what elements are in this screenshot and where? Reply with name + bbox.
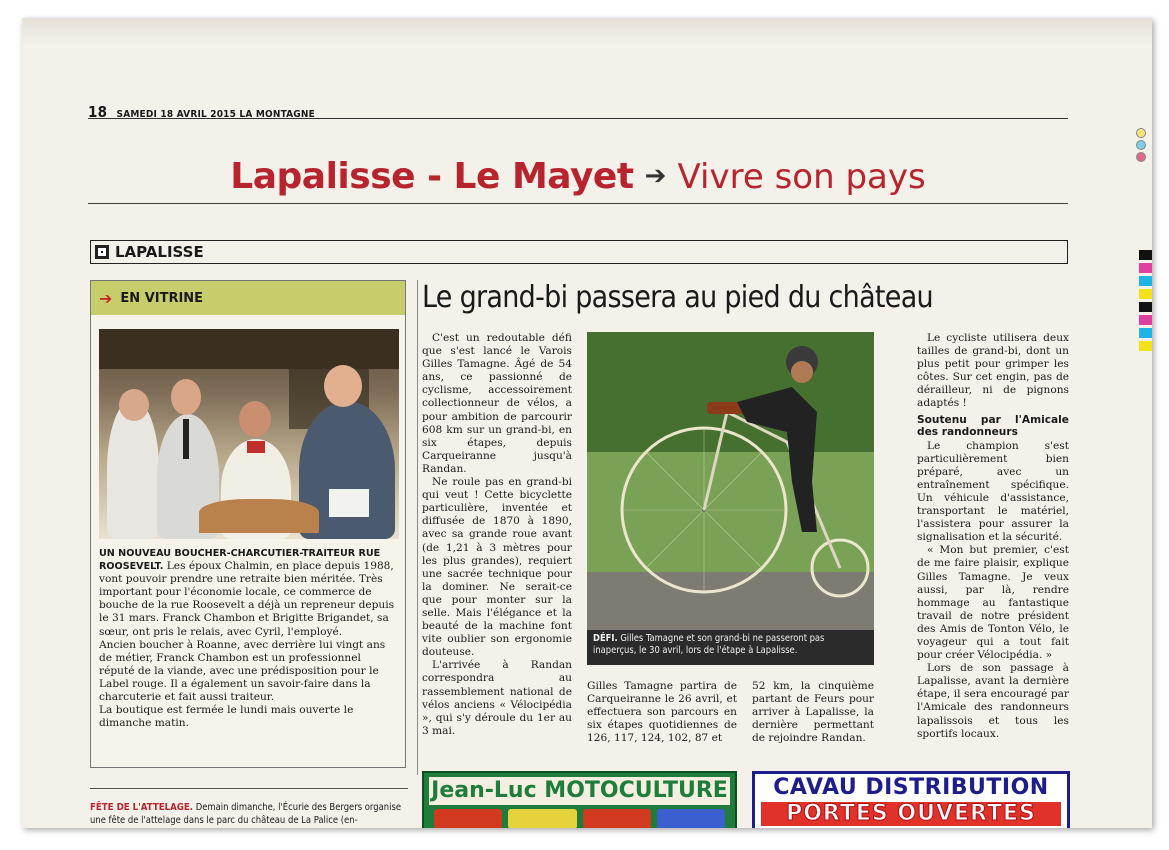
motoculture-ad	[422, 771, 737, 828]
arrow-icon: ➔	[644, 161, 667, 191]
ad-right-sub: PORTES OUVERTES	[761, 802, 1061, 826]
col3-para: 52 km, la cinquième partant de Feurs pour arriver à Lapalisse, la dernière permettant de rejoindre Randan.	[752, 680, 874, 745]
col1-para: C'est un redoutable défi que s'est lancé le Varois Gilles Tamagne. Âgé de 54 ans, ce passionné de cyclisme, accessoirement collectionneur de vélos, a pour ambition de parcourir 608 km sur un grand-bi, en six étapes, depuis Carqueiranne jusqu'à Randan.	[422, 332, 572, 475]
brief-text: Demain dimanche, l'Écurie des Bergers organise une fête de l'attelage dans le parc du château de La Palice (en-	[90, 802, 402, 826]
top-rule	[88, 118, 1068, 119]
caption-p3: La boutique est fermée le lundi mais ouverte le dimanche matin.	[99, 704, 354, 730]
vitrine-label: EN VITRINE	[120, 290, 204, 306]
arrow-right-icon: ➔	[99, 288, 113, 308]
col1-para: L'arrivée à Randan correspondra au rassemblement national de vélos anciens « Vélocipédia », qui s'y déroule du 1er au 3 mai.	[422, 659, 572, 737]
caption-p2: Ancien boucher à Roanne, avec derrière lui vingt ans de métier, Franck Chambon est un professionnel réputé de la viande, avec une prédisposition pour le Label rouge. Il a également un savoir-faire dans la charcuterie et fait aussi traiteur.	[99, 638, 386, 704]
square-icon	[95, 245, 109, 259]
masthead-rule	[88, 203, 1068, 204]
cavau-ad	[752, 771, 1070, 828]
masthead-town: Lapalisse - Le Mayet	[230, 156, 634, 197]
col4-para: Lors de son passage à Lapalisse, avant la dernière étape, il sera encouragé par l'Amicale des randonneurs lapalissois et tous les sportifs locaux.	[917, 662, 1069, 740]
col4-para: Le champion s'est particulièrement bien préparé, avec un entraînement spécifique. Un véhicule d'assistance, transportant le matériel, l'assistera pour assurer la signalisation et la sécurité.	[917, 439, 1069, 544]
section-banner	[90, 240, 1068, 264]
newspaper-page	[22, 18, 1152, 828]
section-label: LAPALISSE	[115, 243, 204, 261]
subhead: Soutenu par l'Amicale des randonneurs	[917, 413, 1069, 438]
brief-lead: FÊTE DE L'ATTELAGE.	[90, 802, 194, 813]
vitrine-header	[91, 281, 405, 315]
masthead-rubric: Vivre son pays	[677, 157, 926, 197]
caption-lead: UN NOUVEAU BOUCHER-CHARCUTIER-TRAITEUR RUE ROOSEVELT.	[99, 548, 381, 573]
column-divider	[417, 280, 418, 775]
ad-brand-strip	[434, 809, 725, 828]
col2-para: Gilles Tamagne partira de Carqueiranne le 26 avril, et effectuera son parcours en six étapes quotidiennes de 126, 117, 124, 102, 87 et	[587, 680, 737, 745]
article-col4	[917, 332, 1069, 741]
col4-para: Le cycliste utilisera deux tailles de grand-bi, dont un plus petit pour grimper les côtes. Sur cet engin, pas de dérailleur, ni de pignons adaptés !	[917, 332, 1069, 410]
col1-para: Ne roule pas en grand-bi qui veut ! Cette bicyclette particulière, inventée et diffusée de 1870 à 1890, avec sa grande roue avant (de 1,21 à 3 mètres pour les plus grandes), requiert une sacrée technique pour la dominer. Ne serait-ce que pour monter sur la selle. Mais l'élégance et la beauté de la machine font vite oublier son ergonomie douteuse.	[422, 476, 572, 659]
shop-photo	[99, 329, 399, 539]
color-bars	[1139, 250, 1152, 354]
footer-brief	[90, 801, 410, 827]
vitrine-caption	[99, 547, 399, 730]
photo-caption-text: Gilles Tamagne et son grand-bi ne passeront pas inaperçus, le 30 avril, lors de l'étape à Lapalisse.	[593, 633, 825, 656]
brief-rule	[90, 788, 408, 789]
col4-para: « Mon but premier, c'est de me faire plaisir, explique Gilles Tamagne. Je veux aussi, par là, rendre hommage au fantastique travail de notre président des Amis de Tonton Vélo, le voyageur qui a tout fait pour créer Vélocipédia. »	[917, 544, 1069, 662]
photo-caption	[587, 630, 874, 665]
caption-p1: Les époux Chalmin, en place depuis 1988, vont pouvoir prendre une retraite bien méritée. Très important pour l'économie locale, ce commerce de bouche de la rue Roosevelt a déjà un repreneur depuis le 31 mars. Franck Chambon et Brigitte Brigandet, sa sœur, ont pris le relais, avec Cyril, l'employé.	[99, 560, 395, 638]
dateline: SAMEDI 18 AVRIL 2015 LA MONTAGNE	[116, 109, 315, 120]
article-col1	[422, 332, 572, 738]
masthead	[88, 156, 1068, 197]
vitrine-box	[90, 280, 406, 768]
article-col2	[587, 680, 737, 745]
ad-right-title: CAVAU DISTRIBUTION	[773, 775, 1049, 800]
registration-marks	[1136, 128, 1146, 164]
photo-caption-lead: DÉFI.	[593, 633, 618, 644]
ad-left-title: Jean-Luc MOTOCULTURE	[429, 777, 730, 805]
grand-bi-photo	[587, 332, 874, 665]
article-headline: Le grand-bi passera au pied du château	[422, 280, 933, 315]
cyclist-illustration	[587, 332, 874, 665]
page-number: 18	[88, 103, 108, 121]
article-col3	[752, 680, 874, 745]
